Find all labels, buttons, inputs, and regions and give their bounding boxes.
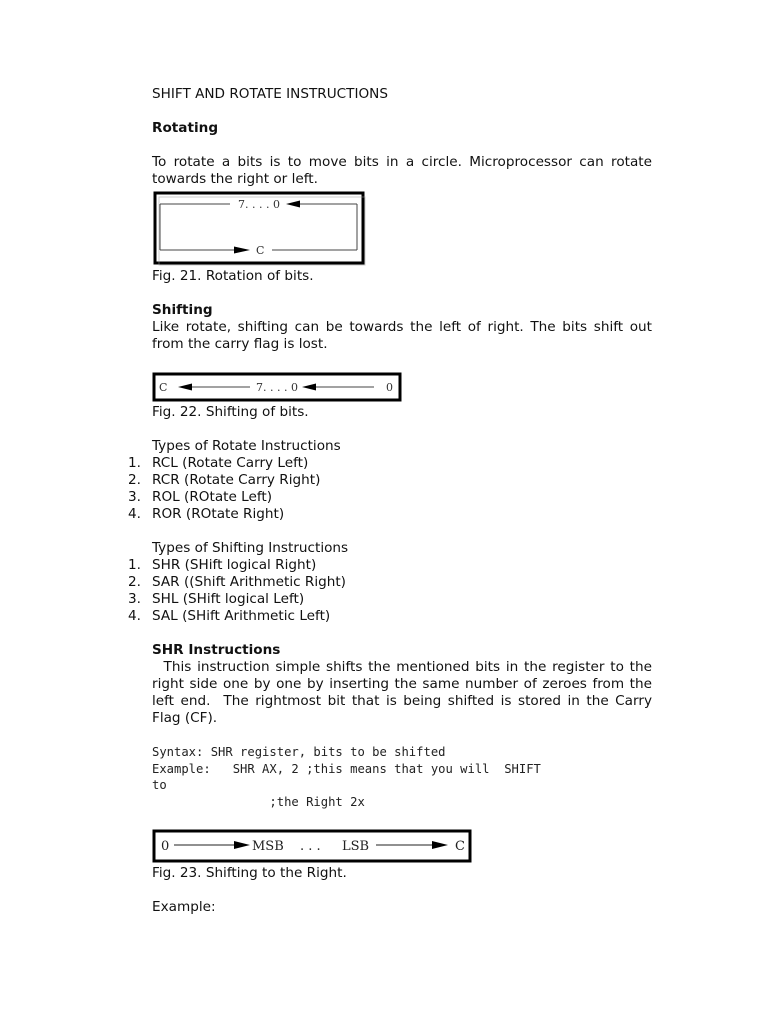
shr-paragraph: This instruction simple shifts the mentioned bits in the register to the right side one by one by inserting the same number of zeroes from the left end. The rightmost bit that is being shifted is stored in the Carry Flag (CF). xyxy=(152,659,657,726)
list-item: 3. SHL (SHift logical Left) xyxy=(128,591,305,607)
rotate-types-list xyxy=(128,455,652,523)
code-line: ;the Right 2x xyxy=(152,794,365,809)
code-line: Syntax: SHR register, bits to be shifted xyxy=(152,745,446,759)
shr-msb-label: MSB xyxy=(252,839,284,854)
rotation-diagram xyxy=(152,190,368,268)
section-title-shifting: Shifting xyxy=(152,302,213,318)
figure-shift-right xyxy=(152,829,652,865)
example-label: Example: xyxy=(152,899,216,915)
section-title-rotating: Rotating xyxy=(152,120,219,136)
page-heading: SHIFT AND ROTATE INSTRUCTIONS xyxy=(152,86,388,102)
shift-types-title: Types of Shifting Instructions xyxy=(152,540,349,556)
document-page xyxy=(128,86,657,916)
shifting-diagram xyxy=(152,372,404,404)
rotation-register-label: 7. . . . 0 xyxy=(238,198,280,211)
section-title-shr: SHR Instructions xyxy=(152,642,281,658)
list-item: 2. RCR (Rotate Carry Right) xyxy=(128,472,321,488)
list-item: 2. SAR ((Shift Arithmetic Right) xyxy=(128,574,346,590)
shift-types-list xyxy=(128,557,652,625)
figure-shifting xyxy=(152,372,652,404)
code-block xyxy=(152,744,652,810)
list-item: 4. SAL (SHift Arithmetic Left) xyxy=(128,608,331,624)
rotating-paragraph: To rotate a bits is to move bits in a circle. Microprocessor can rotate towards the right or left. xyxy=(152,154,652,187)
shr-zero-label: 0 xyxy=(161,839,170,854)
figure-caption-22: Fig. 22. Shifting of bits. xyxy=(152,404,309,420)
rotation-carry-label: C xyxy=(256,244,265,257)
figure-caption-21: Fig. 21. Rotation of bits. xyxy=(152,268,314,284)
rotate-types-title: Types of Rotate Instructions xyxy=(152,438,341,454)
shift-zero-label: 0 xyxy=(386,381,393,394)
shr-dots-label: . . . xyxy=(300,839,321,854)
code-line: to xyxy=(152,778,167,792)
shift-carry-label: C xyxy=(159,381,168,394)
shr-carry-label: C xyxy=(455,839,465,854)
figure-rotation xyxy=(152,190,652,268)
figure-caption-23: Fig. 23. Shifting to the Right. xyxy=(152,865,347,881)
shifting-paragraph: Like rotate, shifting can be towards the left of right. The bits shift out from the carry flag is lost. xyxy=(152,319,652,352)
shift-register-label: 7. . . . 0 xyxy=(256,381,298,394)
code-line: Example: SHR AX, 2 ;this means that you will SHIFT xyxy=(152,761,541,776)
list-item: 1. RCL (Rotate Carry Left) xyxy=(128,455,309,471)
list-item: 1. SHR (SHift logical Right) xyxy=(128,557,317,573)
list-item: 3. ROL (ROtate Left) xyxy=(128,489,273,505)
shift-right-diagram xyxy=(152,829,476,865)
list-item: 4. ROR (ROtate Right) xyxy=(128,506,285,522)
shr-lsb-label: LSB xyxy=(342,839,370,854)
